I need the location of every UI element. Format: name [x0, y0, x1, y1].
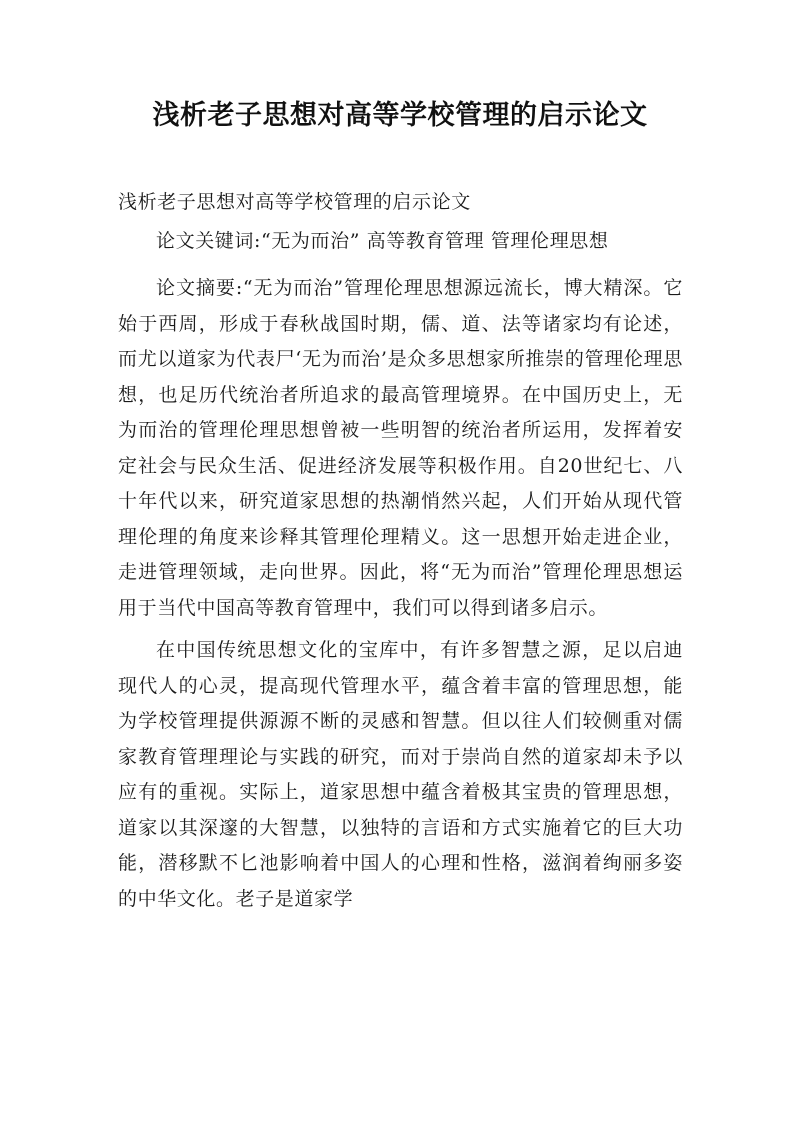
body-paragraph: 在中国传统思想文化的宝库中，有许多智慧之源，足以启迪现代人的心灵，提高现代管理水平，蕴含着丰富的管理思想，能为学校管理提供源源不断的灵感和智慧。但以往人们较侧重对儒家教育管理理论与实践的研究，而对于崇尚自然的道家却未予以应有的重视。实际上，道家思想中蕴含着极其宝贵的管理思想，道家以其深邃的大智慧，以独特的言语和方式实施着它的巨大功能，潜移默不匕池影响着中国人的心理和性格，滋润着绚丽多姿的中华文化。老子是道家学 [118, 639, 683, 910]
document-body [118, 185, 683, 924]
document-title: 浅析老子思想对高等学校管理的启示论文 [152, 100, 648, 131]
keywords-paragraph: 论文关键词:“无为而治” 高等教育管理 管理伦理思想 [156, 229, 609, 252]
abstract-paragraph: 论文摘要:“无为而治”管理伦理思想源远流长，博大精深。它始于西周，形成于春秋战国时期，儒、道、法等诸家均有论述，而尤以道家为代表尸‘无为而治’是众多思想家所推崇的管理伦理思想，也足历代统治者所追求的最高管理境界。在中国历史上，无为而治的管理伦理思想曾被一些明智的统治者所运用，发挥着安定社会与民众生活、促进经济发展等积极作用。自20世纪七、八十年代以来，研究道家思想的热潮悄然兴起，人们开始从现代管理伦理的角度来诊释其管理伦理精义。这一思想开始走进企业，走进管理领域，走向世界。因此，将“无为而治”管理伦理思想运用于当代中国高等教育管理中，我们可以得到诸多启示。 [118, 277, 683, 619]
document-subtitle: 浅析老子思想对高等学校管理的启示论文 [118, 191, 471, 213]
